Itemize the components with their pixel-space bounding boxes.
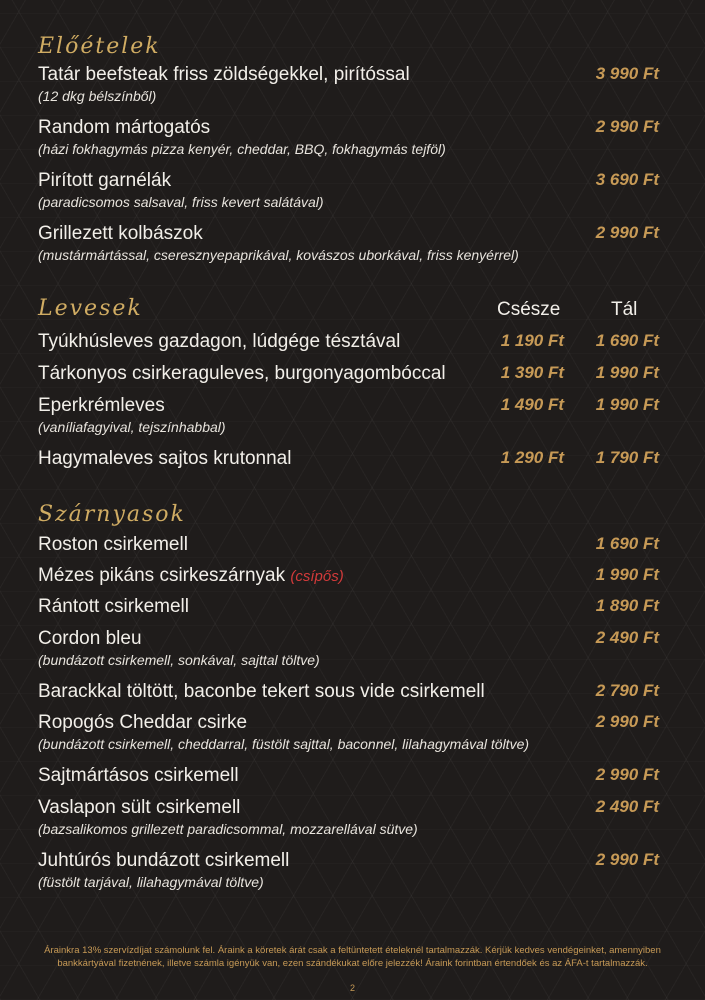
item-name: Eperkrémleves bbox=[38, 395, 165, 416]
item-name: Sajtmártásos csirkemell bbox=[38, 765, 239, 786]
item-description: (paradicsomos salsaval, friss kevert salátával) bbox=[38, 194, 324, 210]
item-description: (mustármártással, cseresznyepaprikával, kovászos uborkával, friss kenyérrel) bbox=[38, 247, 519, 263]
item-name: Pirított garnélák bbox=[38, 170, 172, 191]
item-name: Grillezett kolbászok bbox=[38, 223, 203, 244]
item-price: 2 490 Ft bbox=[595, 797, 659, 816]
item-name: Tatár beefsteak friss zöldségekkel, pirítóssal bbox=[38, 64, 410, 85]
footer-line: Árainkra 13% szervízdíjat számolunk fel. Áraink a köretek árát csak a feltüntetett ételeknél tartalmazzák. Kérjük kedves vendégeinket, amennyiben bbox=[44, 945, 661, 956]
item-price: 2 990 Ft bbox=[595, 117, 659, 136]
item-price-bowl: 1 690 Ft bbox=[595, 331, 659, 350]
item-name: Rántott csirkemell bbox=[38, 596, 189, 617]
item-description: (bazsalikomos grillezett paradicsommal, mozzarellával sütve) bbox=[38, 821, 418, 837]
item-name: Juhtúrós bundázott csirkemell bbox=[38, 850, 290, 871]
item-name: Tárkonyos csirkeraguleves, burgonyagombóccal bbox=[38, 363, 446, 384]
section-title-levesek: Levesek bbox=[38, 296, 143, 321]
item-name: Tyúkhúsleves gazdagon, lúdgége tésztával bbox=[38, 331, 401, 352]
item-price: 3 990 Ft bbox=[595, 64, 659, 83]
item-description: (füstölt tarjával, lilahagymával töltve) bbox=[38, 874, 264, 890]
item-name: Random mártogatós bbox=[38, 117, 211, 138]
spicy-tag: (csípős) bbox=[290, 568, 344, 585]
item-name bbox=[38, 565, 344, 587]
page-number: 2 bbox=[349, 983, 355, 993]
item-price: 1 890 Ft bbox=[595, 596, 659, 615]
item-price: 2 790 Ft bbox=[595, 681, 659, 700]
item-description: (vaníliafagyival, tejszínhabbal) bbox=[38, 419, 226, 435]
item-price-cup: 1 490 Ft bbox=[500, 395, 564, 414]
item-name: Vaslapon sült csirkemell bbox=[38, 797, 241, 818]
item-price-bowl: 1 790 Ft bbox=[595, 448, 659, 467]
item-price: 2 490 Ft bbox=[595, 628, 659, 647]
item-price: 2 990 Ft bbox=[595, 765, 659, 784]
item-price-cup: 1 190 Ft bbox=[500, 331, 564, 350]
item-price-cup: 1 290 Ft bbox=[500, 448, 564, 467]
item-description: (bundázott csirkemell, cheddarral, füstölt sajttal, baconnel, lilahagymával töltve) bbox=[38, 736, 530, 752]
item-name: Hagymaleves sajtos krutonnal bbox=[38, 448, 292, 469]
item-name: Roston csirkemell bbox=[38, 534, 188, 555]
item-price: 2 990 Ft bbox=[595, 850, 659, 869]
item-description: (házi fokhagymás pizza kenyér, cheddar, BBQ, fokhagymás tejföl) bbox=[38, 141, 446, 157]
item-description: (12 dkg bélszínből) bbox=[38, 88, 157, 104]
item-price-cup: 1 390 Ft bbox=[500, 363, 564, 382]
section-title-szarnyasok: Szárnyasok bbox=[38, 502, 186, 527]
item-name: Barackkal töltött, baconbe tekert sous vide csirkemell bbox=[38, 681, 485, 702]
item-price-bowl: 1 990 Ft bbox=[595, 395, 659, 414]
section-title-elotetelek: Előételek bbox=[38, 34, 161, 59]
item-name-text: Mézes pikáns csirkeszárnyak bbox=[38, 565, 286, 586]
column-header-cup: Csésze bbox=[497, 299, 561, 320]
item-price: 1 990 Ft bbox=[595, 565, 659, 584]
item-price: 2 990 Ft bbox=[595, 223, 659, 242]
footer-note bbox=[20, 944, 685, 970]
item-name: Cordon bleu bbox=[38, 628, 142, 649]
item-price-bowl: 1 990 Ft bbox=[595, 363, 659, 382]
item-price: 1 690 Ft bbox=[595, 534, 659, 553]
item-price: 3 690 Ft bbox=[595, 170, 659, 189]
item-description: (bundázott csirkemell, sonkával, sajttal töltve) bbox=[38, 652, 320, 668]
item-name: Ropogós Cheddar csirke bbox=[38, 712, 248, 733]
footer-line: bankkártyával fizetnének, illetve számla igényük van, ezen szándékukat előre jelezzék! Áraink forintban értendőek és az ÁFA-t tartalmazzák. bbox=[57, 958, 648, 969]
column-header-bowl: Tál bbox=[611, 299, 638, 320]
item-price: 2 990 Ft bbox=[595, 712, 659, 731]
